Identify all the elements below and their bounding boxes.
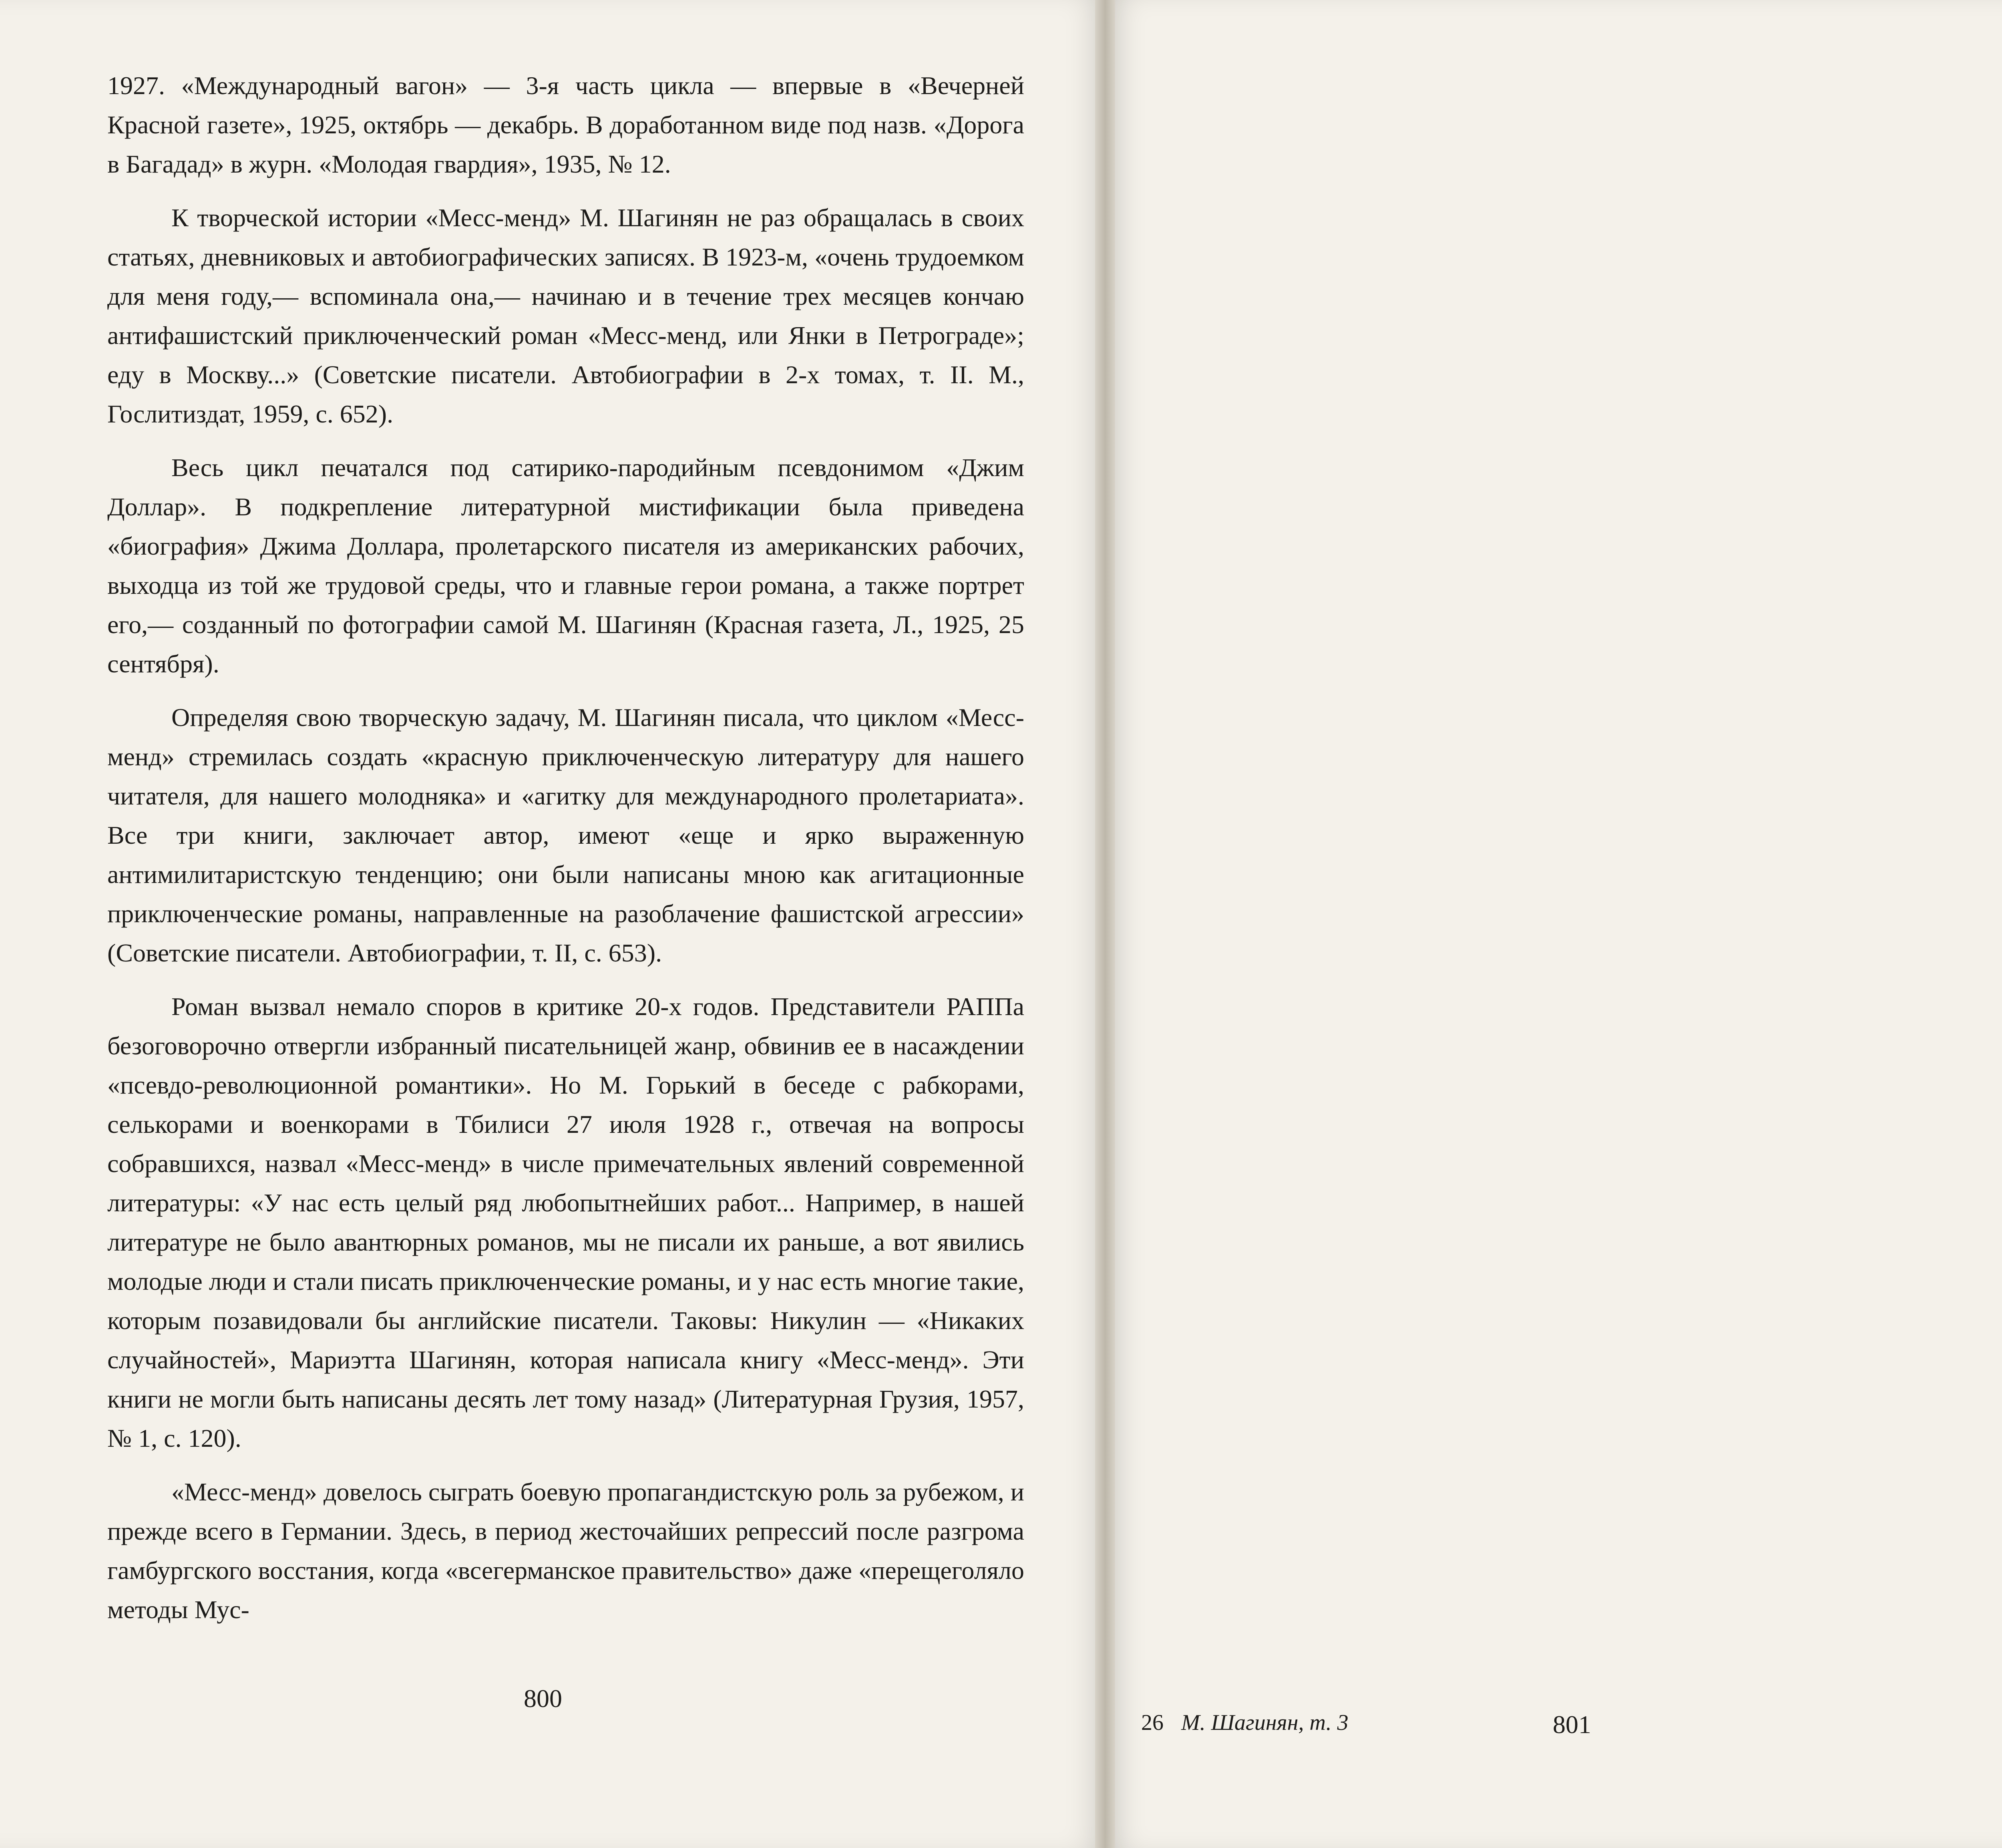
printer-signature (1141, 1710, 1349, 1735)
paragraph: Роман вызвал немало споров в критике 20-х годов. Представители РАППа безоговорочно отвергли избранный писательницей жанр, обвинив ее в насаждении «псевдо-революционной романтики». Но М. Горький в беседе с рабкорами, селькорами и военкорами в Тбилиси 27 июля 1928 г., отвечая на вопросы собравшихся, назвал «Месс-менд» в числе примечательных явлений современной литературы: «У нас есть целый ряд любопытнейших работ... Например, в нашей литературе не было авантюрных романов, мы не писали их раньше, а вот явились молодые люди и стали писать приключенческие романы, и у нас есть многие такие, которым позавидовали бы английские писатели. Таковы: Никулин — «Никаких случайностей», Мариэтта Шагинян, которая написала книгу «Месс-менд». Эти книги не могли быть написаны десять лет тому назад» (Литературная Грузия, 1957, № 1, с. 120). (107, 992, 1024, 1452)
book-gutter (1095, 0, 1115, 1848)
paragraph: К творческой истории «Месс-менд» М. Шагинян не раз обращалась в своих статьях, дневниковых и автобиографических записях. В 1923-м, «очень трудоемком для меня году,— вспоминала она,— начинаю и в течение трех месяцев кончаю антифашистский приключенческий роман «Месс-менд, или Янки в Петрограде»; еду в Москву...» (Советские писатели. Автобиографии в 2-х томах, т. II. М., Гослитиздат, 1959, с. 652). (107, 203, 1024, 428)
paragraph: Весь цикл печатался под сатирико-пародийным псевдонимом «Джим Доллар». В подкрепление литературной мистификации была приведена «биография» Джима Доллара, пролетарского писателя из американских рабочих, выходца из той же трудовой среды, что и главные герои романа, а также портрет его,— созданный по фотографии самой М. Шагинян (Красная газета, Л., 1925, 25 сентября). (107, 453, 1024, 678)
paragraph: «Месс-менд» довелось сыграть боевую пропагандистскую роль за рубежом, и прежде всего в Германии. Здесь, в период жесточайших репрессий после разгрома гамбургского восстания, когда «всегерманское правительство» даже «перещеголяло методы Мус- (107, 1478, 1024, 1624)
page-number-left: 800 (524, 1684, 562, 1713)
signature-number: 26 (1141, 1710, 1164, 1735)
paragraph: 1927. «Международный вагон» — 3-я часть цикла — впервые в «Вечерней Красной газете», 1925, октябрь — декабрь. В доработанном виде под назв. «Дорога в Багадад» в журн. «Молодая гвардия», 1935, № 12. (107, 71, 1024, 178)
right-page (1105, 0, 2002, 1848)
left-page-text (107, 66, 1024, 1644)
paragraph: Определяя свою творческую задачу, М. Шагинян писала, что циклом «Месс-менд» стремилась создать «красную приключенческую литературу для нашего читателя, для нашего молодняка» и «агитку для международного пролетариата». Все три книги, заключает автор, имеют «еще и ярко выраженную антимилитаристскую тенденцию; они были написаны мною как агитационные приключенческие романы, направленные на разоблачение фашистской агрессии» (Советские писатели. Автобиографии, т. II, с. 653). (107, 703, 1024, 967)
page-number-right: 801 (1553, 1710, 1591, 1739)
signature-title: М. Шагинян, т. 3 (1181, 1710, 1349, 1735)
